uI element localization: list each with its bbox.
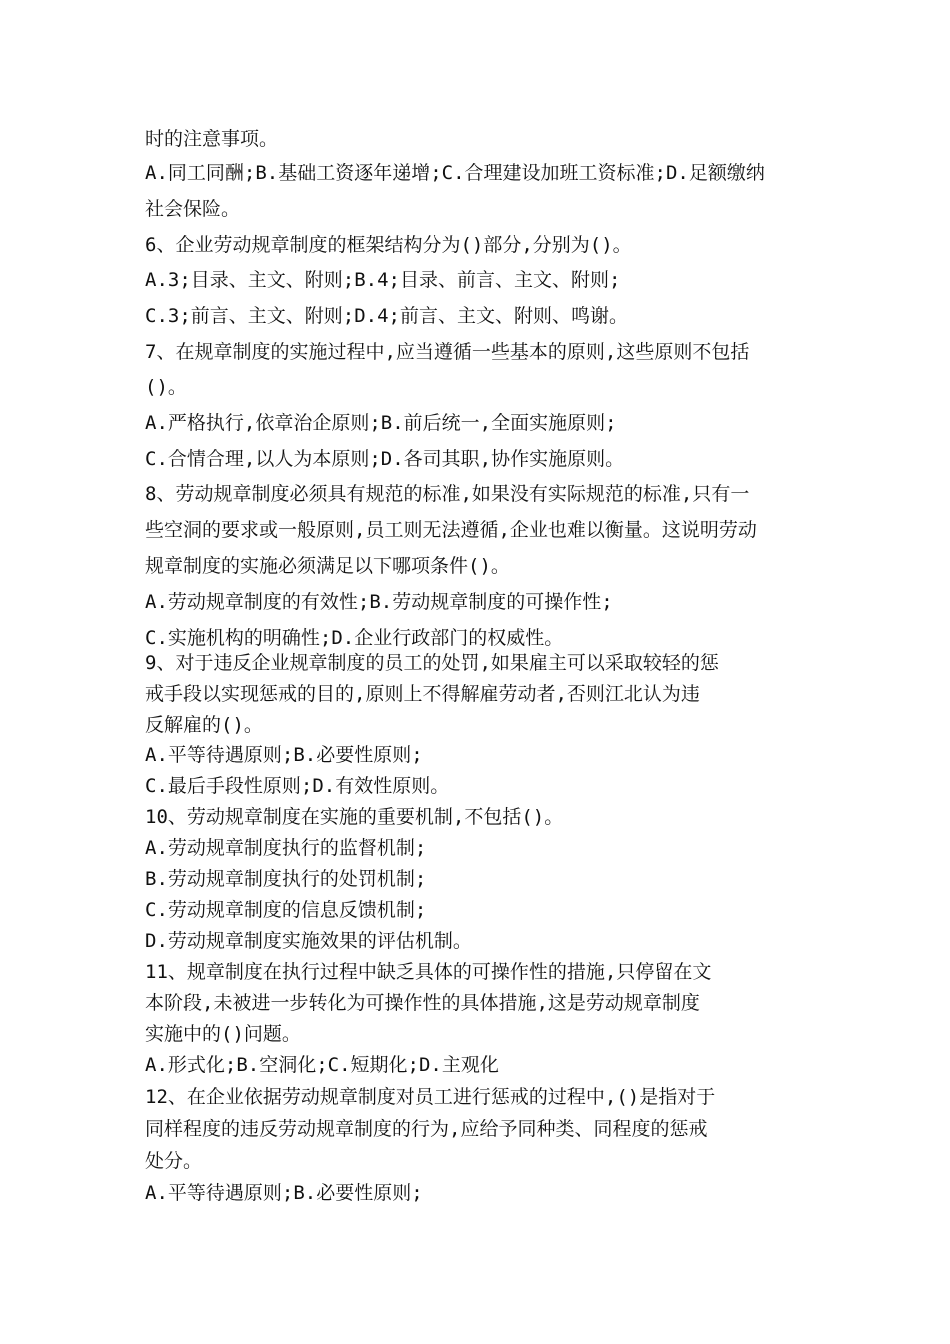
- text-line: 些空洞的要求或一般原则,员工则无法遵循,企业也难以衡量。这说明劳动: [145, 519, 757, 541]
- text-line: A.平等待遇原则;B.必要性原则;: [145, 744, 423, 766]
- text-line: A.3;目录、主文、附则;B.4;目录、前言、主文、附则;: [145, 269, 621, 291]
- text-line: 处分。: [145, 1150, 203, 1172]
- text-line: A.劳动规章制度执行的监督机制;: [145, 837, 427, 859]
- text-line: C.合情合理,以人为本原则;D.各司其职,协作实施原则。: [145, 448, 625, 470]
- text-line: ()。: [145, 376, 187, 398]
- text-line: 9、对于违反企业规章制度的员工的处罚,如果雇主可以采取较轻的惩: [145, 652, 719, 674]
- text-line: 本阶段,未被进一步转化为可操作性的具体措施,这是劳动规章制度: [145, 992, 700, 1014]
- text-line: C.3;前言、主文、附则;D.4;前言、主文、附则、鸣谢。: [145, 305, 628, 327]
- text-line: 6、企业劳动规章制度的框架结构分为()部分,分别为()。: [145, 234, 632, 256]
- text-line: 10、劳动规章制度在实施的重要机制,不包括()。: [145, 806, 564, 828]
- text-line: A.严格执行,依章治企原则;B.前后统一,全面实施原则;: [145, 412, 617, 434]
- text-line: 实施中的()问题。: [145, 1023, 301, 1045]
- text-line: B.劳动规章制度执行的处罚机制;: [145, 868, 427, 890]
- text-line: 11、规章制度在执行过程中缺乏具体的可操作性的措施,只停留在文: [145, 961, 712, 983]
- text-line: 8、劳动规章制度必须具有规范的标准,如果没有实际规范的标准,只有一: [145, 483, 750, 505]
- text-line: D.劳动规章制度实施效果的评估机制。: [145, 930, 472, 952]
- text-line: 7、在规章制度的实施过程中,应当遵循一些基本的原则,这些原则不包括: [145, 341, 750, 363]
- text-line: C.劳动规章制度的信息反馈机制;: [145, 899, 427, 921]
- text-line: C.实施机构的明确性;D.企业行政部门的权威性。: [145, 627, 564, 649]
- text-line: 规章制度的实施必须满足以下哪项条件()。: [145, 555, 510, 577]
- text-line: 同样程度的违反劳动规章制度的行为,应给予同种类、同程度的惩戒: [145, 1118, 708, 1140]
- text-line: 时的注意事项。: [145, 128, 279, 150]
- text-line: A.劳动规章制度的有效性;B.劳动规章制度的可操作性;: [145, 591, 613, 613]
- text-line: A.形式化;B.空洞化;C.短期化;D.主观化: [145, 1054, 499, 1076]
- text-line: C.最后手段性原则;D.有效性原则。: [145, 775, 450, 797]
- text-line: 社会保险。: [145, 198, 241, 220]
- text-line: 戒手段以实现惩戒的目的,原则上不得解雇劳动者,否则江北认为违: [145, 683, 700, 705]
- text-line: A.平等待遇原则;B.必要性原则;: [145, 1182, 423, 1204]
- text-line: 12、在企业依据劳动规章制度对员工进行惩戒的过程中,()是指对于: [145, 1086, 716, 1108]
- text-line: 反解雇的()。: [145, 714, 263, 736]
- text-line: A.同工同酬;B.基础工资逐年递增;C.合理建设加班工资标准;D.足额缴纳: [145, 162, 765, 184]
